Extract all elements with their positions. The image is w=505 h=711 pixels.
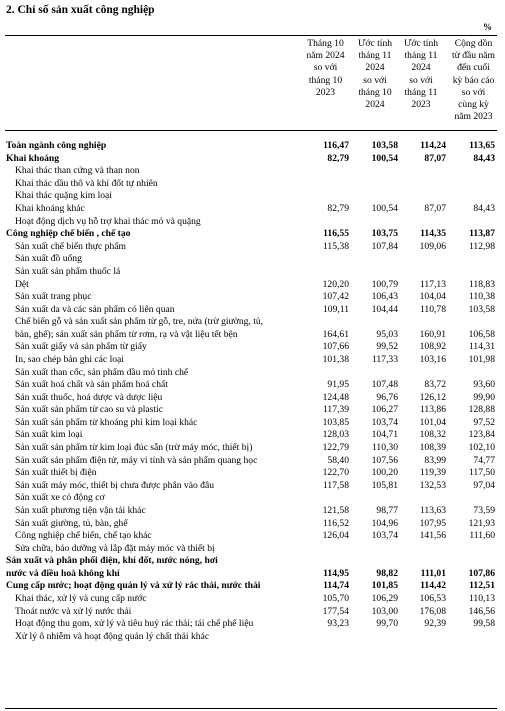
table-row: [0, 279, 505, 292]
row-value-col3: 113,86: [419, 404, 446, 416]
row-value-col3: 108,32: [419, 429, 446, 441]
row-value-col2: 106,27: [371, 404, 398, 416]
row-label: Hoạt động dịch vụ hỗ trợ khai thác mỏ và quặng: [15, 215, 201, 227]
table-row: [0, 253, 505, 266]
row-value-col2: 101,85: [371, 580, 398, 592]
row-value-col3: 103,16: [419, 353, 446, 365]
row-value-col1: 114,74: [323, 580, 349, 592]
row-label: Dệt: [15, 278, 29, 290]
row-value-col4: 101,98: [468, 353, 495, 365]
row-label: Sản xuất giường, tủ, bàn, ghế: [15, 517, 128, 529]
row-label: Xử lý ô nhiễm và hoạt động quản lý chất thải khác: [15, 630, 210, 642]
row-value-col1: 93,23: [327, 618, 349, 630]
row-value-col1: 105,70: [322, 593, 349, 604]
row-value-col4: 113,65: [469, 140, 495, 151]
table-row: [0, 480, 505, 493]
row-value-col2: 105,81: [371, 479, 398, 491]
row-value-col2: 104,44: [371, 303, 398, 315]
row-label: Chế biến gỗ và sản xuất sản phẩm từ gỗ, tre, nứa (trừ giường, tủ, bàn, ghế); sản xuất sản phẩm từ rơm, rạ và vật liệu tết bện: [15, 316, 264, 340]
row-value-col3: 87,07: [424, 152, 446, 164]
row-label: Sản xuất máy móc, thiết bị chưa được phân vào đâu: [15, 479, 215, 491]
row-value-col4: 128,88: [468, 404, 495, 416]
row-value-col3: 108,92: [419, 341, 446, 353]
row-value-col3: 141,56: [419, 530, 446, 542]
row-label: Sản xuất sản phẩm từ cao su và plastic: [15, 404, 164, 416]
row-value-col2: 100,79: [371, 278, 398, 290]
unit-label: %: [483, 22, 492, 32]
row-value-col2: 110,30: [371, 442, 398, 454]
row-value-col1: 91,95: [327, 379, 349, 391]
table-row: [0, 404, 505, 417]
row-label: Sửa chữa, bảo dưỡng và lắp đặt máy móc và thiết bị: [15, 542, 215, 554]
row-value-col1: 58,40: [327, 454, 349, 466]
row-value-col1: 164,61: [322, 328, 349, 340]
table-row: [0, 291, 505, 304]
row-value-col4: 113,87: [469, 228, 495, 240]
row-value-col1: 116,47: [323, 140, 349, 151]
row-value-col1: 124,48: [322, 391, 349, 403]
row-label: Sản xuất trang phục: [15, 291, 92, 303]
row-value-col2: 106,43: [371, 291, 398, 303]
table-row: [0, 442, 505, 455]
row-value-col2: 98,82: [376, 567, 398, 579]
row-value-col1: 128,03: [322, 429, 349, 441]
row-value-col4: 97,04: [473, 479, 495, 491]
table-row: [0, 266, 505, 279]
row-value-col4: 99,58: [473, 618, 495, 630]
row-label: Sản xuất phương tiện vận tải khác: [15, 505, 146, 517]
row-value-col2: 100,54: [371, 152, 398, 164]
row-value-col1: 117,58: [322, 479, 349, 491]
row-value-col1: 122,70: [322, 467, 349, 479]
table-row: [0, 618, 505, 631]
row-value-col4: 117,50: [468, 467, 495, 479]
row-value-col1: 82,79: [327, 202, 349, 214]
table-row: [0, 203, 505, 216]
row-value-col2: 103,74: [371, 530, 398, 542]
row-value-col3: 83,99: [424, 454, 446, 466]
row-value-col4: 99,90: [473, 391, 495, 403]
header-rule: [5, 130, 497, 131]
row-value-col2: 104,71: [371, 429, 398, 441]
table-row: [0, 367, 505, 380]
row-value-col1: 82,79: [327, 152, 349, 164]
table-row: [0, 379, 505, 392]
row-value-col1: 109,11: [322, 303, 349, 315]
table-row: [0, 228, 505, 241]
row-label: Sản xuất giấy và sản phẩm từ giấy: [15, 341, 147, 353]
row-value-col2: 98,77: [376, 505, 398, 517]
row-label: Công nghiệp chế biến, chế tạo khác: [15, 530, 152, 542]
table-row: [0, 316, 505, 341]
row-value-col4: 110,38: [468, 291, 495, 303]
row-label: Sản xuất than cốc, sản phẩm dầu mỏ tinh chế: [15, 366, 189, 378]
row-label: Sản xuất sản phẩm từ kim loại đúc sẵn (trừ máy móc, thiết bị): [15, 442, 253, 454]
table-row: [0, 555, 505, 580]
row-label: Sản xuất da và các sản phẩm có liên quan: [15, 303, 175, 315]
bottom-rule: [5, 708, 497, 709]
row-value-col1: 107,66: [322, 341, 349, 353]
row-label: In, sao chép bản ghi các loại: [15, 353, 124, 365]
row-value-col1: 107,42: [322, 291, 349, 303]
row-label: Cung cấp nước; hoạt động quản lý và xử lý rác thải, nước thải: [6, 580, 261, 592]
table-row: [0, 492, 505, 505]
row-value-col2: 107,56: [371, 454, 398, 466]
row-value-col3: 104,04: [419, 291, 446, 303]
row-label: Sản xuất kim loại: [15, 429, 83, 441]
top-rule: [5, 35, 497, 36]
row-label: Sản xuất đồ uống: [15, 253, 82, 265]
row-value-col2: 107,48: [371, 379, 398, 391]
row-label: Hoạt động thu gom, xử lý và tiêu huỷ rác thải; tái chế phế liệu: [15, 618, 254, 630]
row-value-col2: 103,75: [371, 228, 398, 240]
row-label: Sản xuất và phân phối điện, khí đốt, nước nóng, hơi nước và điều hoà không khí: [6, 555, 218, 579]
row-label: Sản xuất sản phẩm điện tử, máy vi tính và sản phẩm quang học: [15, 454, 258, 466]
row-value-col4: 111,60: [469, 530, 495, 542]
row-value-col4: 114,31: [468, 341, 495, 353]
table-body: [0, 140, 505, 643]
row-value-col4: 112,98: [468, 240, 495, 252]
row-label: Khai thác, xử lý và cung cấp nước: [15, 593, 147, 604]
table-row: [0, 354, 505, 367]
row-value-col3: 126,12: [419, 391, 446, 403]
row-label: Khai thác dầu thô và khí đốt tự nhiên: [15, 177, 158, 189]
row-value-col4: 107,86: [468, 567, 495, 579]
row-value-col4: 103,58: [468, 303, 495, 315]
column-header-3: Ước tính tháng 11 2024 so với tháng 11 2023: [403, 38, 439, 111]
row-value-col4: 73,59: [473, 505, 495, 517]
row-value-col1: 116,52: [322, 517, 349, 529]
column-header-4: Cộng dồn từ đầu năm đến cuối kỳ báo cáo so với cùng kỳ năm 2023: [451, 38, 496, 123]
row-value-col3: 101,04: [419, 416, 446, 428]
row-value-col2: 103,74: [371, 416, 398, 428]
row-value-col2: 99,52: [376, 341, 398, 353]
row-label: Sản xuất xe có động cơ: [15, 492, 105, 504]
row-value-col3: 114,24: [420, 140, 446, 151]
row-label: Toàn ngành công nghiệp: [6, 140, 107, 151]
row-value-col1: 116,55: [323, 228, 349, 240]
row-value-col1: 177,54: [322, 605, 349, 617]
row-value-col4: 123,84: [468, 429, 495, 441]
row-value-col1: 120,20: [322, 278, 349, 290]
table-title: 2. Chỉ số sản xuất công nghiệp: [6, 4, 155, 16]
table-row: [0, 216, 505, 229]
row-value-col2: 106,29: [371, 593, 398, 604]
row-value-col2: 100,20: [371, 467, 398, 479]
row-value-col1: 101,38: [322, 353, 349, 365]
column-header-2: Ước tính tháng 11 2024 so với tháng 10 2024: [357, 38, 393, 111]
row-value-col3: 106,53: [419, 593, 446, 604]
row-label: Sản xuất sản phẩm thuốc lá: [15, 265, 121, 277]
row-value-col2: 104,96: [371, 517, 398, 529]
row-label: Sản xuất sản phẩm từ khoáng phi kim loại khác: [15, 416, 198, 428]
table-row: [0, 304, 505, 317]
table-row: [0, 467, 505, 480]
row-value-col3: 176,08: [419, 605, 446, 617]
row-value-col1: 115,38: [322, 240, 349, 252]
row-value-col4: 74,77: [473, 454, 495, 466]
row-value-col4: 97,52: [473, 416, 495, 428]
row-value-col4: 106,58: [468, 328, 495, 340]
row-value-col3: 114,35: [420, 228, 446, 240]
row-value-col4: 121,93: [468, 517, 495, 529]
table-row: [0, 153, 505, 166]
row-value-col3: 111,01: [420, 567, 446, 579]
row-value-col4: 93,60: [473, 379, 495, 391]
row-value-col3: 132,53: [419, 479, 446, 491]
row-value-col2: 107,84: [371, 240, 398, 252]
table-row: [0, 429, 505, 442]
row-value-col2: 96,76: [376, 391, 398, 403]
table-row: [0, 140, 505, 153]
row-value-col4: 112,51: [469, 580, 495, 592]
table-row: [0, 178, 505, 191]
table-row: [0, 518, 505, 531]
row-value-col3: 117,13: [419, 278, 446, 290]
table-row: [0, 165, 505, 178]
row-label: Khai khoáng: [6, 152, 60, 164]
table-row: [0, 417, 505, 430]
row-value-col3: 160,91: [419, 328, 446, 340]
row-value-col3: 109,06: [419, 240, 446, 252]
table-row: [0, 530, 505, 543]
row-value-col3: 107,95: [419, 517, 446, 529]
row-value-col4: 102,10: [468, 442, 495, 454]
table-row: [0, 580, 505, 593]
table-row: [0, 241, 505, 254]
row-value-col2: 95,03: [376, 328, 398, 340]
row-label: Công nghiệp chế biến , chế tạo: [6, 228, 131, 240]
row-value-col2: 103,00: [371, 605, 398, 617]
row-value-col4: 118,83: [468, 278, 495, 290]
table-row: [0, 606, 505, 619]
row-value-col1: 114,95: [323, 567, 349, 579]
table-row: [0, 341, 505, 354]
row-label: Khai thác quặng kim loại: [15, 190, 112, 202]
table-row: [0, 593, 505, 606]
row-value-col4: 84,43: [473, 202, 495, 214]
row-value-col3: 108,39: [419, 442, 446, 454]
row-value-col1: 126,04: [322, 530, 349, 542]
table-row: [0, 505, 505, 518]
row-value-col4: 110,13: [468, 593, 495, 604]
row-value-col2: 99,70: [376, 618, 398, 630]
row-label: Khai khoáng khác: [15, 202, 85, 214]
row-label: Thoát nước và xử lý nước thải: [15, 605, 132, 617]
row-label: Sản xuất hoá chất và sản phẩm hoá chất: [15, 379, 168, 391]
row-value-col3: 83,72: [424, 379, 446, 391]
row-label: Sản xuất thiết bị điện: [15, 467, 97, 479]
row-label: Khai thác than cứng và than non: [15, 165, 140, 177]
row-value-col3: 114,42: [420, 580, 446, 592]
row-value-col1: 122,79: [322, 442, 349, 454]
table-row: [0, 631, 505, 644]
row-value-col1: 103,85: [322, 416, 349, 428]
column-header-1: Tháng 10 năm 2024 so với tháng 10 2023: [306, 38, 345, 98]
row-value-col2: 100,54: [371, 202, 398, 214]
row-value-col3: 110,78: [419, 303, 446, 315]
row-value-col3: 92,39: [424, 618, 446, 630]
table-row: [0, 392, 505, 405]
row-label: Sản xuất thuốc, hoá dược và dược liệu: [15, 391, 163, 403]
row-value-col1: 121,58: [322, 505, 349, 517]
row-value-col2: 103,58: [371, 140, 398, 151]
table-row: [0, 455, 505, 468]
row-value-col4: 146,56: [468, 605, 495, 617]
table-row: [0, 190, 505, 203]
row-value-col3: 87,07: [424, 202, 446, 214]
row-value-col4: 84,43: [473, 152, 495, 164]
row-value-col1: 117,39: [322, 404, 349, 416]
table-row: [0, 543, 505, 556]
row-value-col2: 117,33: [371, 353, 398, 365]
row-value-col3: 113,63: [419, 505, 446, 517]
row-value-col3: 119,39: [419, 467, 446, 479]
row-label: Sản xuất chế biến thực phẩm: [15, 240, 126, 252]
